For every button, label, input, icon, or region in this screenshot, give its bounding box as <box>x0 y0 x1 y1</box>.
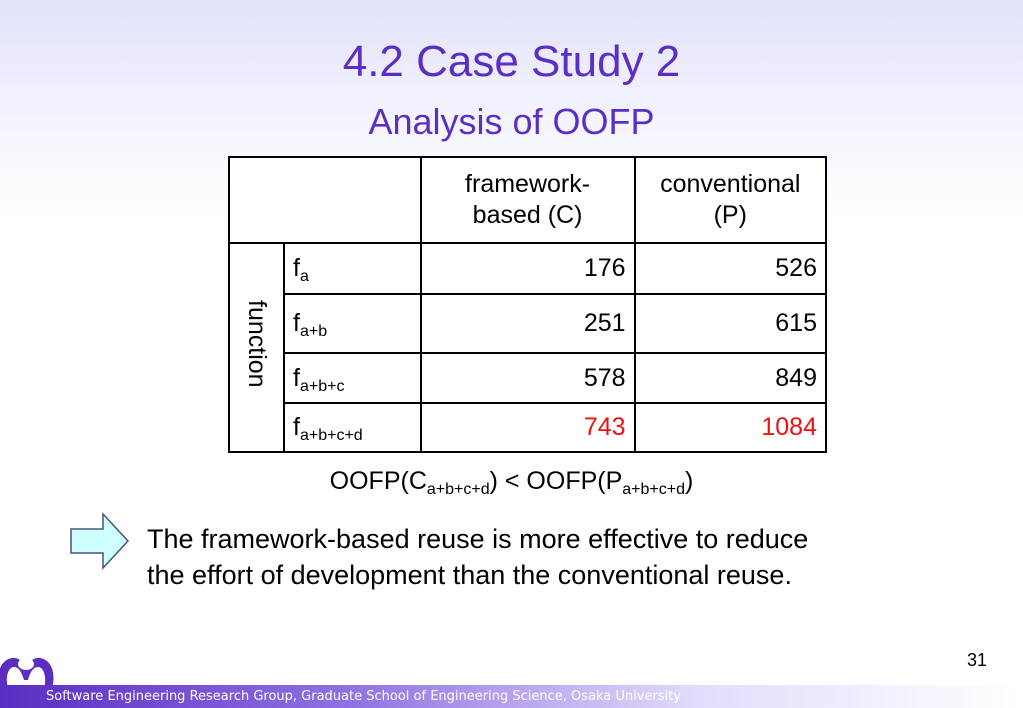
university-logo-icon <box>0 648 58 688</box>
conventional-value-cell-highlight: 1084 <box>635 403 826 452</box>
slide-title: 4.2 Case Study 2 <box>342 37 681 86</box>
footer-text: Software Engineering Research Group, Graduate School of Engineering Science, Osaka University <box>46 689 681 704</box>
formula-suffix: ) <box>685 467 694 495</box>
framework-value-cell-highlight: 743 <box>421 403 635 452</box>
function-subscript: a+b+c+d <box>299 427 363 444</box>
framework-value-cell: 578 <box>421 353 635 403</box>
right-arrow-icon <box>70 512 130 570</box>
oofp-formula <box>0 467 1023 496</box>
formula-left: OOFP(C <box>329 467 427 495</box>
table-row <box>229 294 826 353</box>
function-group-label: function <box>243 300 271 388</box>
function-subscript: a <box>299 268 309 285</box>
header-empty-cell <box>229 157 421 243</box>
table-row <box>229 243 826 294</box>
formula-left-subscript: a+b+c+d <box>426 481 490 498</box>
header-conventional-line2: (P) <box>713 201 747 229</box>
table-row <box>229 403 826 452</box>
header-framework-line1: framework- <box>465 169 591 198</box>
slide-subtitle: Analysis of OOFP <box>368 101 655 142</box>
formula-middle: ) < OOFP(P <box>489 467 623 495</box>
header-conventional <box>635 157 826 243</box>
function-name-cell <box>284 403 421 452</box>
function-name: f <box>293 309 300 337</box>
conventional-value-cell: 526 <box>635 243 826 294</box>
header-framework-line2: based (C) <box>472 201 583 229</box>
conclusion-text <box>147 521 967 593</box>
conventional-value-cell: 615 <box>635 294 826 353</box>
function-name: f <box>293 254 300 282</box>
conclusion-line2: the effort of development than the conventional reuse. <box>147 560 792 590</box>
framework-value-cell: 251 <box>421 294 635 353</box>
function-name: f <box>293 363 300 392</box>
page-number: 31 <box>967 650 988 670</box>
function-subscript: a+b <box>299 323 328 340</box>
framework-value-cell: 176 <box>421 243 635 294</box>
table-header-row <box>229 157 826 243</box>
function-name: f <box>293 413 300 441</box>
oofp-table <box>228 156 827 453</box>
function-name-cell <box>284 353 421 403</box>
table-row <box>229 353 826 403</box>
function-name-cell <box>284 243 421 294</box>
header-framework-based <box>421 157 635 243</box>
header-conventional-line1: conventional <box>660 169 801 198</box>
function-subscript: a+b+c <box>299 377 345 395</box>
conclusion-line1: The framework-based reuse is more effective to reduce <box>147 524 809 554</box>
function-name-cell <box>284 294 421 353</box>
function-group-cell <box>229 243 284 452</box>
formula-right-subscript: a+b+c+d <box>622 481 685 498</box>
conventional-value-cell: 849 <box>635 353 826 403</box>
